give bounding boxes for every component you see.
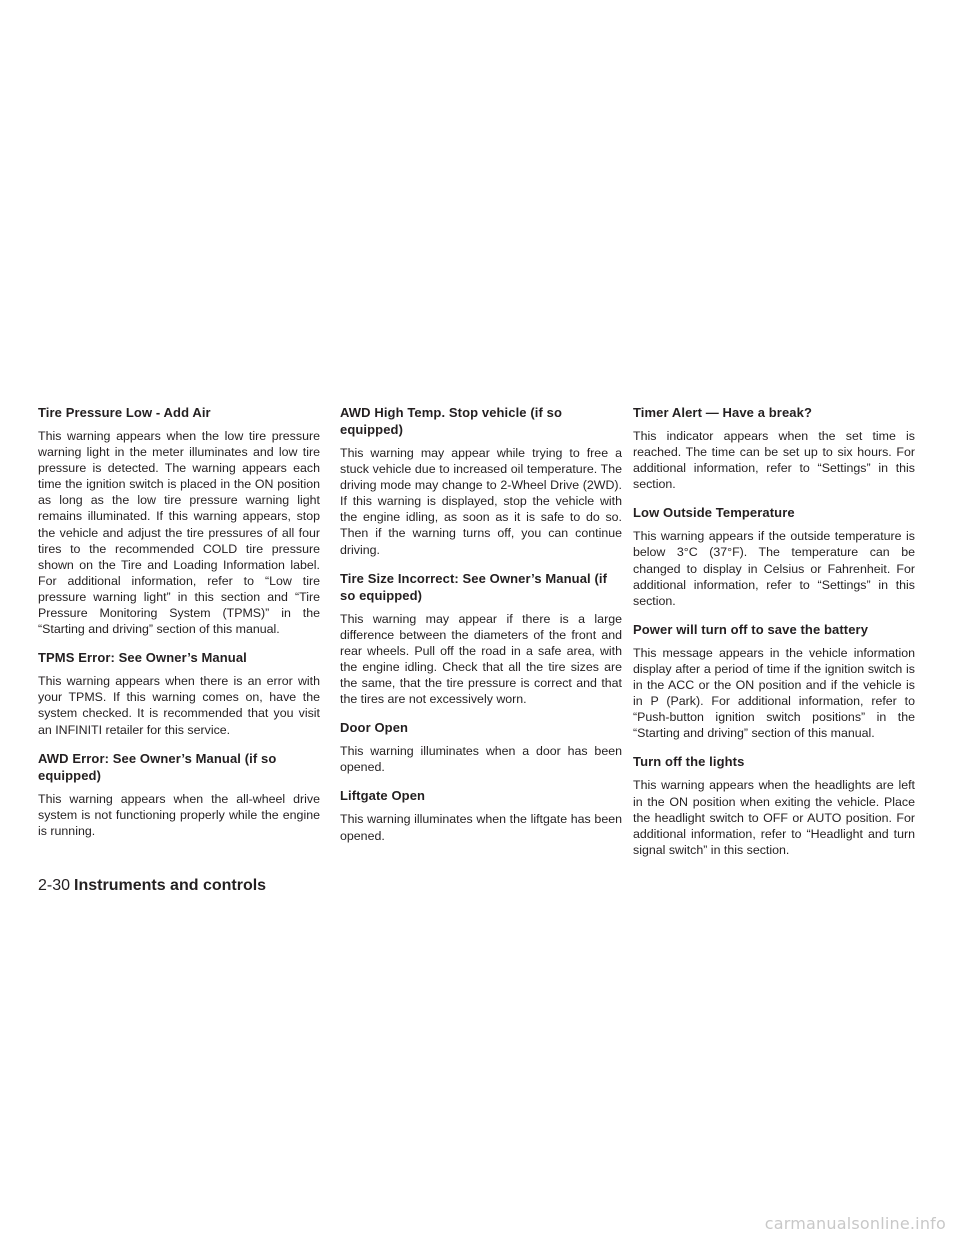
- page-footer: [38, 876, 266, 896]
- section-heading-power-off-save-battery: Power will turn off to save the battery: [633, 621, 869, 637]
- section-heading-turn-off-lights: Turn off the lights: [633, 754, 745, 770]
- section-heading-tire-size-incorrect: Tire Size Incorrect: See Owner’s Manual (if so equipped): [340, 570, 608, 603]
- text-column-1: [38, 404, 320, 851]
- section-heading-tire-pressure-low: Tire Pressure Low - Add Air: [38, 405, 211, 420]
- section-heading-timer-alert: Timer Alert — Have a break?: [633, 405, 812, 420]
- section-body-low-outside-temperature: This warning appears if the outside temperature is below 3°C (37°F). The temperature can be changed to display in Celsius or Fahrenheit. For additional information, refer to “Settings” in this section.: [633, 529, 915, 608]
- section-body-power-off-save-battery: This message appears in the vehicle information display after a period of time if the ignition switch is in the ACC or the ON position and if the vehicle is in P (Park). For additional information, refer to “Push-button ignition switch positions” in the “Starting and driving” section of this manual.: [633, 645, 915, 741]
- section-heading-door-open: Door Open: [340, 720, 409, 736]
- watermark: carmanualsonline.info: [764, 1214, 946, 1233]
- section-body-awd-high-temp: This warning may appear while trying to free a stuck vehicle due to increased oil temperature. The driving mode may change to 2-Wheel Drive (2WD). If this warning is displayed, stop the vehicle with the engine idling, as soon as it is safe to do so. Then if the warning turns off, you can continue driving.: [340, 446, 622, 557]
- section-heading-low-outside-temperature: Low Outside Temperature: [633, 505, 795, 521]
- section-body-awd-error: This warning appears when the all-wheel drive system is not functioning properly while the engine is running.: [38, 791, 320, 838]
- section-heading-liftgate-open: Liftgate Open: [340, 788, 426, 804]
- section-heading-awd-error: AWD Error: See Owner’s Manual (if so equipped): [38, 750, 277, 783]
- section-heading-tpms-error: TPMS Error: See Owner’s Manual: [38, 650, 247, 666]
- section-body-tpms-error: This warning appears when there is an error with your TPMS. If this warning comes on, have the system checked. It is recommended that you visit an INFINITI retailer for this service.: [38, 674, 320, 737]
- section-body-door-open: This warning illuminates when a door has been opened.: [340, 744, 622, 775]
- text-column-3: [633, 404, 915, 870]
- section-body-turn-off-lights: This warning appears when the headlights are left in the ON position when exiting the vehicle. Place the headlight switch to OFF or AUTO position. For additional information, refer to “Headlight and turn signal switch” in this section.: [633, 778, 915, 857]
- section-body-liftgate-open: This warning illuminates when the liftgate has been opened.: [340, 812, 622, 843]
- section-body-tire-size-incorrect: This warning may appear if there is a large difference between the diameters of the front and rear wheels. Pull off the road in a safe area, with the engine idling. Check that all the tire sizes are the same, that the tire pressure is correct and that the tires are not excessively worn.: [340, 611, 622, 707]
- section-body-timer-alert: This indicator appears when the set time is reached. The time can be set up to six hours. For additional information, refer to “Settings” in this section.: [633, 429, 915, 492]
- section-body-tire-pressure-low: This warning appears when the low tire pressure warning light in the meter illuminates and low tire pressure is detected. The warning appears each time the ignition switch is placed in the ON position as long as the low tire pressure warning light remains illuminated. If this warning appears, stop the vehicle and adjust the tire pressures of all four tires to the recommended COLD tire pressure shown on the Tire and Loading Information label. For additional information, refer to “Low tire pressure warning light” in this section and “Tire Pressure Monitoring System (TPMS)” in the “Starting and driving” section of this manual.: [38, 429, 320, 637]
- footer-section-title: Instruments and controls: [74, 877, 267, 894]
- section-heading-awd-high-temp: AWD High Temp. Stop vehicle (if so equipped): [340, 405, 563, 437]
- text-column-2: [340, 404, 622, 856]
- page-number: 2-30: [38, 877, 71, 894]
